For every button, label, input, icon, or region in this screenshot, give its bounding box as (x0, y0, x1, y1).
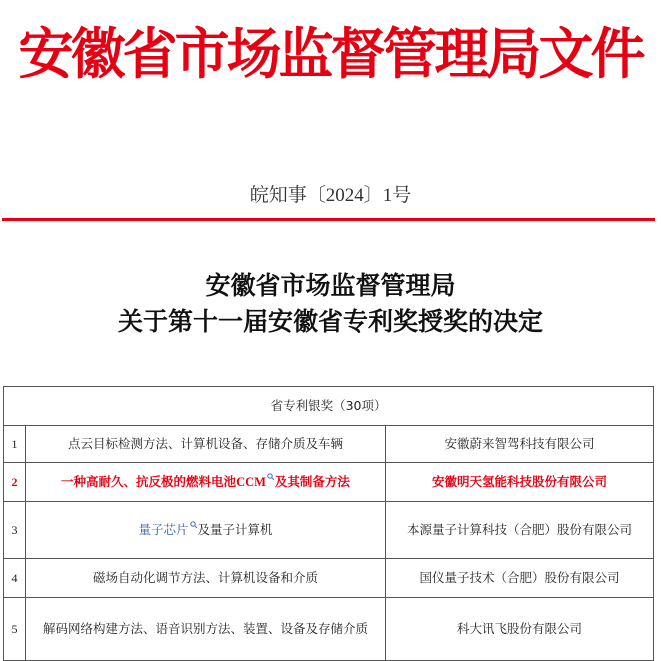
row-index: 2 (4, 463, 26, 502)
patent-owner: 科大讯飞股份有限公司 (386, 598, 654, 661)
patent-owner: 本源量子计算科技（合肥）股份有限公司 (386, 502, 654, 559)
row-index: 5 (4, 598, 26, 661)
table-row (4, 598, 654, 661)
agency-header-title: 安徽省市场监督管理局文件 (18, 21, 643, 86)
patent-title: 磁场自动化调节方法、计算机设备和介质 (26, 559, 386, 598)
patent-title (26, 502, 386, 559)
table-row (4, 426, 654, 463)
row-index: 3 (4, 502, 26, 559)
section-header-cell: 省专利银奖（30项） (4, 387, 654, 426)
patent-owner: 安徽明天氢能科技股份有限公司 (386, 463, 654, 502)
patent-title: 解码网络构建方法、语音识别方法、装置、设备及存储介质 (26, 598, 386, 661)
table-section-row (4, 387, 654, 426)
patent-title-term-link[interactable]: CCM (236, 475, 266, 489)
table-row (4, 559, 654, 598)
patent-title-prefix: 一种高耐久、抗反极的燃料电池 (61, 474, 237, 489)
document-title-line-2: 关于第十一届安徽省专利奖授奖的决定 (117, 307, 543, 336)
table-row-highlighted (4, 463, 654, 502)
document-title-line-1: 安徽省市场监督管理局 (205, 271, 456, 300)
red-divider-line (2, 218, 655, 221)
row-index: 1 (4, 426, 26, 463)
patent-title: 点云目标检测方法、计算机设备、存储介质及车辆 (26, 426, 386, 463)
document-title (0, 268, 661, 340)
search-icon[interactable] (190, 521, 197, 528)
awards-table (3, 386, 654, 661)
patent-title-suffix: 及量子计算机 (197, 522, 273, 537)
search-icon[interactable] (267, 473, 274, 480)
row-index: 4 (4, 559, 26, 598)
table-row (4, 502, 654, 559)
patent-title (26, 463, 386, 502)
patent-owner: 安徽蔚来智驾科技有限公司 (386, 426, 654, 463)
document-number: 皖知事〔2024〕1号 (249, 185, 412, 206)
patent-title-suffix: 及其制备方法 (274, 474, 350, 489)
patent-title-term-link[interactable]: 量子芯片 (138, 522, 189, 537)
patent-owner: 国仪量子技术（合肥）股份有限公司 (386, 559, 654, 598)
